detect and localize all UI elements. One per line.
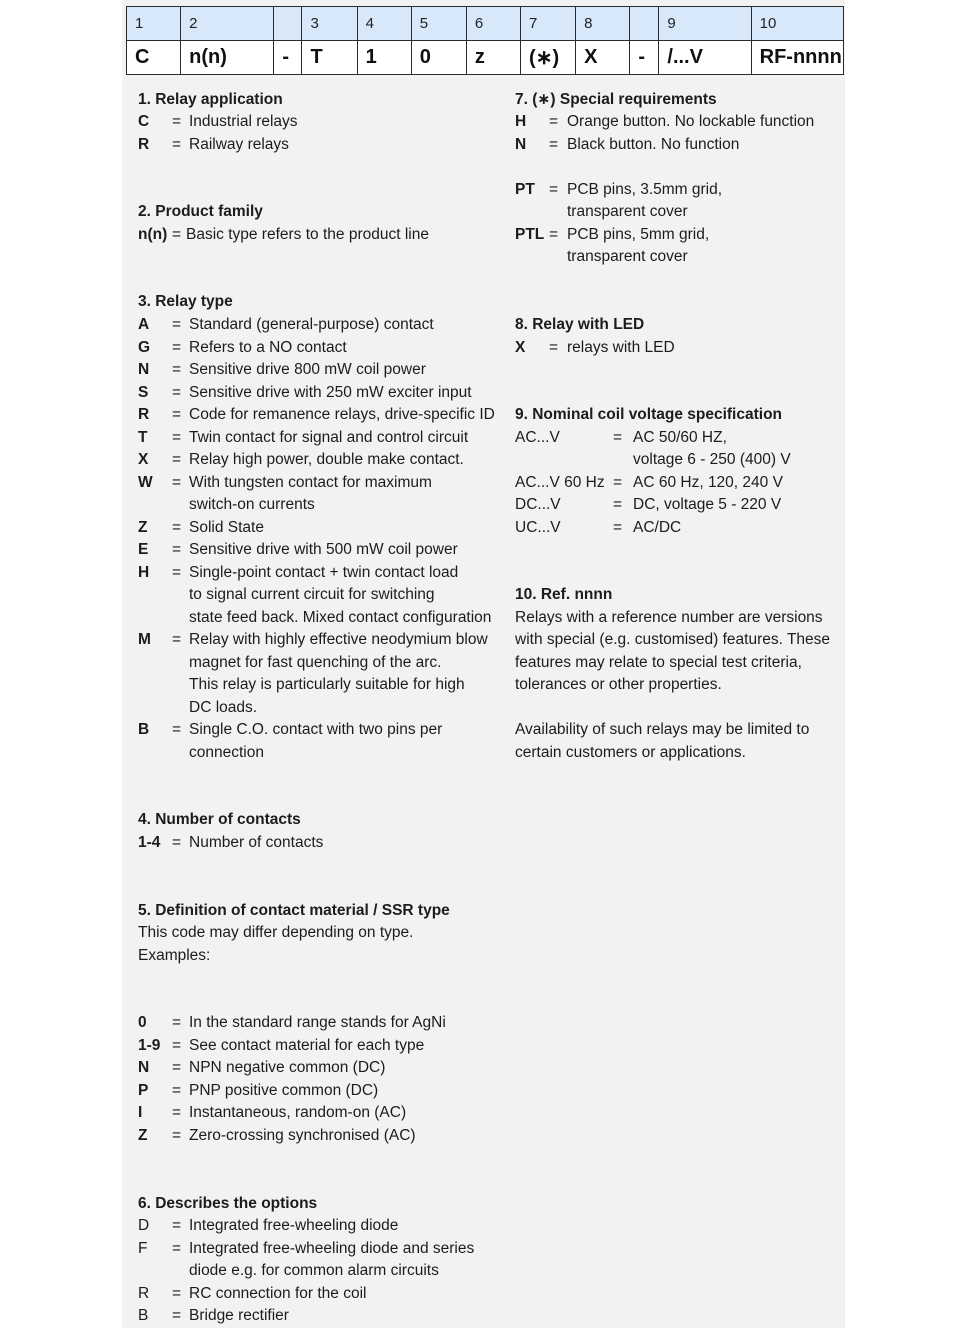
code-description: Integrated free-wheeling diode and series bbox=[189, 1239, 475, 1257]
equals-sign: = bbox=[172, 361, 182, 378]
section-4-title: 4. Number of contacts bbox=[138, 811, 301, 828]
section-9-title: 9. Nominal coil voltage specification bbox=[515, 406, 783, 423]
equals-sign: = bbox=[172, 721, 182, 738]
code-description: Railway relays bbox=[189, 136, 289, 153]
code-description: Bridge rectifier bbox=[189, 1307, 289, 1324]
ref-paragraph-line: tolerances or other properties. bbox=[515, 676, 722, 693]
code-key: W bbox=[138, 473, 153, 491]
code-description: Sensitive drive 800 mW coil power bbox=[189, 361, 426, 378]
code-key: X bbox=[138, 451, 149, 468]
code-key: F bbox=[138, 1239, 148, 1257]
code-description: In the standard range stands for AgNi bbox=[189, 1014, 446, 1031]
equals-sign: = bbox=[172, 1307, 182, 1324]
equals-sign: = bbox=[172, 541, 182, 558]
equals-sign: = bbox=[172, 631, 182, 648]
equals-sign: = bbox=[549, 136, 559, 153]
equals-sign: = bbox=[549, 113, 559, 130]
code-cell: RF-nnnn bbox=[751, 41, 843, 75]
code-cell: T bbox=[302, 41, 357, 75]
section-5-title: 5. Definition of contact material / SSR type bbox=[138, 902, 450, 919]
code-description: PCB pins, 3.5mm grid, bbox=[567, 181, 723, 198]
equals-sign: = bbox=[172, 1014, 182, 1031]
code-description: With tungsten contact for maximum bbox=[189, 473, 432, 491]
code-description-continued: switch-on currents bbox=[189, 496, 315, 513]
code-key: n(n) bbox=[138, 226, 168, 243]
code-key: M bbox=[138, 631, 151, 648]
section-1-title: 1. Relay application bbox=[138, 91, 283, 108]
code-description-continued: state feed back. Mixed contact configuration bbox=[189, 608, 492, 626]
code-cell: X bbox=[576, 41, 630, 75]
code-description-continued: magnet for fast quenching of the arc. bbox=[189, 653, 442, 671]
code-description: Sensitive drive with 500 mW coil power bbox=[189, 541, 458, 558]
voltage-description: DC, voltage 5 - 220 V bbox=[633, 496, 782, 513]
section-5-intro-line: This code may differ depending on type. bbox=[138, 924, 414, 941]
voltage-key: AC...V bbox=[515, 429, 560, 446]
code-description-continued: to signal current circuit for switching bbox=[189, 586, 435, 603]
code-key: S bbox=[138, 383, 149, 401]
code-description: Single C.O. contact with two pins per bbox=[189, 721, 443, 738]
equals-sign: = bbox=[172, 834, 182, 851]
equals-sign: = bbox=[172, 563, 182, 581]
equals-sign: = bbox=[613, 474, 623, 491]
code-key: R bbox=[138, 136, 150, 153]
equals-sign: = bbox=[172, 1081, 182, 1099]
equals-sign: = bbox=[172, 1284, 182, 1302]
code-description: Sensitive drive with 250 mW exciter input bbox=[189, 383, 472, 401]
code-cell: /...V bbox=[659, 41, 751, 75]
code-key: R bbox=[138, 406, 150, 423]
voltage-key: AC...V 60 Hz bbox=[515, 474, 605, 491]
code-key: E bbox=[138, 541, 149, 558]
code-description: Standard (general-purpose) contact bbox=[189, 316, 434, 333]
code-description: Relay with highly effective neodymium blow bbox=[189, 631, 488, 648]
availability-paragraph-line: certain customers or applications. bbox=[515, 744, 746, 761]
voltage-description-continued: voltage 6 - 250 (400) V bbox=[633, 451, 791, 468]
equals-sign: = bbox=[549, 339, 559, 356]
code-key: H bbox=[515, 113, 527, 130]
code-key: C bbox=[138, 113, 150, 130]
code-key: R bbox=[138, 1284, 150, 1302]
position-number: 4 bbox=[357, 7, 411, 41]
code-description: Orange button. No lockable function bbox=[567, 113, 815, 130]
section-6-title: 6. Describes the options bbox=[138, 1195, 318, 1212]
code-key: 0 bbox=[138, 1014, 147, 1031]
code-description: Zero-crossing synchronised (AC) bbox=[189, 1126, 416, 1144]
code-key: Z bbox=[138, 518, 148, 536]
code-cell: - bbox=[274, 41, 302, 75]
code-description-continued: This relay is particularly suitable for high bbox=[189, 676, 465, 693]
code-description: Black button. No function bbox=[567, 136, 740, 153]
voltage-key: DC...V bbox=[515, 496, 561, 513]
equals-sign: = bbox=[172, 316, 182, 333]
equals-sign: = bbox=[613, 519, 623, 536]
code-cell: 0 bbox=[411, 41, 466, 75]
section-5-intro-line: Examples: bbox=[138, 947, 211, 964]
equals-sign: = bbox=[172, 136, 182, 153]
position-number: 2 bbox=[181, 7, 274, 41]
code-description: PNP positive common (DC) bbox=[189, 1081, 379, 1099]
equals-sign: = bbox=[172, 1059, 182, 1076]
equals-sign: = bbox=[613, 429, 623, 446]
code-key: N bbox=[138, 361, 150, 378]
voltage-key: UC...V bbox=[515, 519, 561, 536]
position-number: 1 bbox=[127, 7, 181, 41]
code-key: N bbox=[138, 1059, 150, 1076]
availability-paragraph-line: Availability of such relays may be limited to bbox=[515, 721, 810, 738]
section-10-title: 10. Ref. nnnn bbox=[515, 586, 613, 603]
code-description-continued: connection bbox=[189, 743, 264, 761]
code-description-continued: transparent cover bbox=[567, 203, 688, 220]
equals-sign: = bbox=[172, 473, 182, 491]
code-cell: z bbox=[466, 41, 520, 75]
voltage-description: AC/DC bbox=[633, 519, 682, 536]
position-number: 6 bbox=[466, 7, 520, 41]
code-key: Z bbox=[138, 1126, 148, 1144]
code-description: Solid State bbox=[189, 518, 264, 536]
right-column bbox=[515, 0, 835, 1328]
section-3-title: 3. Relay type bbox=[138, 293, 233, 310]
code-key: D bbox=[138, 1217, 150, 1234]
equals-sign: = bbox=[172, 338, 182, 356]
code-cell: C bbox=[127, 41, 181, 75]
code-cell: n(n) bbox=[181, 41, 274, 75]
code-description: PCB pins, 5mm grid, bbox=[567, 226, 710, 243]
equals-sign: = bbox=[172, 383, 182, 401]
code-key: T bbox=[138, 428, 148, 446]
code-description: Code for remanence relays, drive-specific ID bbox=[189, 406, 495, 423]
code-description: Relay high power, double make contact. bbox=[189, 451, 464, 468]
equals-sign: = bbox=[172, 1036, 182, 1054]
code-key: P bbox=[138, 1081, 149, 1099]
equals-sign: = bbox=[172, 1126, 182, 1144]
section-2-title: 2. Product family bbox=[138, 203, 263, 220]
code-key: N bbox=[515, 136, 527, 153]
code-cell: (∗) bbox=[521, 41, 576, 75]
equals-sign: = bbox=[172, 1217, 182, 1234]
code-description: Instantaneous, random-on (AC) bbox=[189, 1104, 407, 1121]
code-key: I bbox=[138, 1104, 143, 1121]
code-description: See contact material for each type bbox=[189, 1036, 425, 1054]
code-description: Refers to a NO contact bbox=[189, 338, 347, 356]
position-number: 7 bbox=[521, 7, 576, 41]
equals-sign: = bbox=[172, 428, 182, 446]
code-description: Industrial relays bbox=[189, 113, 298, 130]
ref-paragraph-line: features may relate to special test criteria, bbox=[515, 654, 802, 671]
code-key: 1-4 bbox=[138, 834, 161, 851]
equals-sign: = bbox=[172, 1104, 182, 1121]
left-column bbox=[138, 0, 498, 1328]
code-description: Twin contact for signal and control circuit bbox=[189, 428, 469, 446]
position-number: 5 bbox=[411, 7, 466, 41]
code-key: PTL bbox=[515, 226, 545, 243]
code-key: H bbox=[138, 563, 150, 581]
equals-sign: = bbox=[172, 451, 182, 468]
equals-sign: = bbox=[172, 113, 182, 130]
code-description-continued: DC loads. bbox=[189, 698, 258, 716]
code-key: X bbox=[515, 339, 526, 356]
section-7-title: 7. (∗) Special requirements bbox=[515, 91, 717, 108]
section-8-title: 8. Relay with LED bbox=[515, 316, 645, 333]
equals-sign: = bbox=[172, 518, 182, 536]
ref-paragraph-line: Relays with a reference number are versions bbox=[515, 609, 823, 626]
code-key: G bbox=[138, 338, 151, 356]
equals-sign: = bbox=[172, 226, 182, 243]
code-cell: 1 bbox=[357, 41, 411, 75]
code-description-continued: transparent cover bbox=[567, 248, 688, 265]
ref-paragraph-line: with special (e.g. customised) features. These bbox=[515, 631, 831, 648]
position-number: 3 bbox=[302, 7, 357, 41]
equals-sign: = bbox=[172, 1239, 182, 1257]
position-number: 8 bbox=[576, 7, 630, 41]
code-key: B bbox=[138, 1307, 149, 1324]
code-key: PT bbox=[515, 181, 535, 198]
equals-sign: = bbox=[172, 406, 182, 423]
equals-sign: = bbox=[549, 181, 559, 198]
code-description: Number of contacts bbox=[189, 834, 324, 851]
equals-sign: = bbox=[549, 226, 559, 243]
position-number: 9 bbox=[659, 7, 751, 41]
voltage-description: AC 50/60 HZ, bbox=[633, 429, 727, 446]
code-description-continued: diode e.g. for common alarm circuits bbox=[189, 1262, 439, 1279]
code-description: relays with LED bbox=[567, 339, 675, 356]
voltage-description: AC 60 Hz, 120, 240 V bbox=[633, 474, 783, 491]
code-key: A bbox=[138, 316, 150, 333]
code-description: RC connection for the coil bbox=[189, 1284, 367, 1302]
code-description: Basic type refers to the product line bbox=[186, 226, 429, 243]
code-description: Integrated free-wheeling diode bbox=[189, 1217, 399, 1234]
code-cell: - bbox=[630, 41, 659, 75]
code-description: Single-point contact + twin contact load bbox=[189, 563, 459, 581]
code-key: 1-9 bbox=[138, 1036, 161, 1054]
position-number: 10 bbox=[751, 7, 843, 41]
code-description: NPN negative common (DC) bbox=[189, 1059, 386, 1076]
code-key: B bbox=[138, 721, 150, 738]
equals-sign: = bbox=[613, 496, 623, 513]
